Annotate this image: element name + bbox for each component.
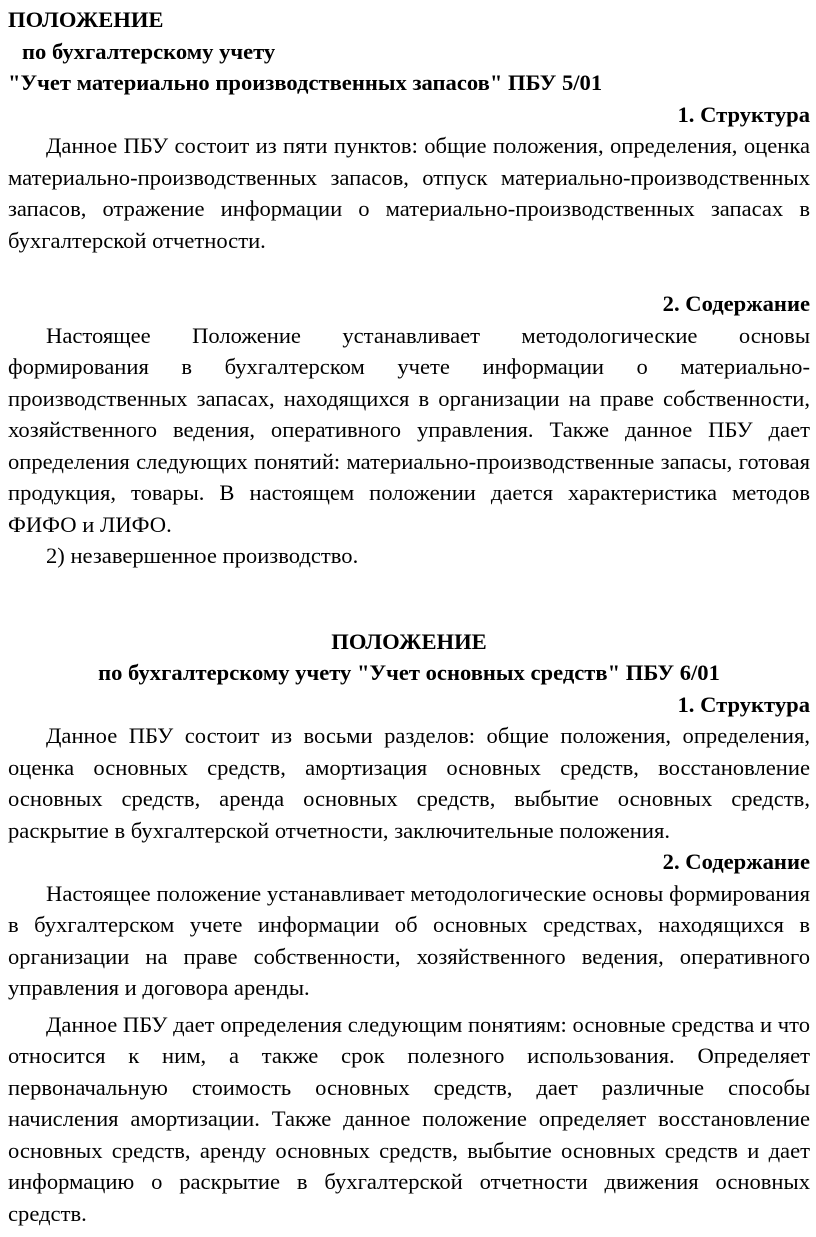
doc1-name: "Учет материально производственных запасов" ПБУ 5/01: [8, 70, 603, 95]
doc1-title: ПОЛОЖЕНИЕ: [8, 7, 164, 32]
doc1-subtitle: по бухгалтерскому учету: [22, 38, 276, 64]
doc2-content-heading: 2. Содержание: [662, 849, 810, 874]
doc2-content-text-2: Данное ПБУ дает определения следующим понятиям: основные средства и что относится к ним, а также срок полезного использования. Определяет первоначальную стоимость основных средств, дает различные способы начисления амортизации. Также данное положение определяет восстановление основных средств, аренду основных средств, выбытие основных средств и дает информацию о раскрытие в бухгалтерской отчетности движения основных средств.: [8, 1011, 810, 1226]
doc1-content-heading: 2. Содержание: [662, 291, 810, 316]
doc2-subtitle: по бухгалтерскому учету "Учет основных средств" ПБУ 6/01: [98, 660, 720, 685]
pbu-6-01-section: [8, 626, 810, 1230]
doc1-structure-text: Данное ПБУ состоит из пяти пунктов: общие положения, определения, оценка материально-производственных запасов, отпуск материально-производственных запасов, отражение информации о материально-производственных запасах в бухгалтерской отчетности.: [8, 133, 810, 253]
doc2-content-text-1: Настоящее положение устанавливает методологические основы формирования в бухгалтерском учете информации об основных средствах, находящихся в организации на праве собственности, хозяйственного ведения, оперативного управления и договора аренды.: [8, 880, 810, 1000]
doc2-title: ПОЛОЖЕНИЕ: [331, 628, 487, 654]
doc1-content-item: 2) незавершенное производство.: [46, 543, 359, 568]
doc1-content-text: Настоящее Положение устанавливает методологические основы формирования в бухгалтерском учете информации о материально-производственных запасах, находящихся в организации на праве собственности, хозяйственного ведения, оперативного управления. Также данное ПБУ дает определения следующих понятий: материально-производственные запасы, готовая продукция, товары. В настоящем положении дается характеристика методов ФИФО и ЛИФО.: [8, 322, 810, 537]
doc2-structure-heading: 1. Структура: [677, 691, 810, 717]
pbu-5-01-section: [8, 4, 810, 572]
doc1-structure-heading: 1. Структура: [677, 101, 810, 127]
doc2-structure-text: Данное ПБУ состоит из восьми разделов: общие положения, определения, оценка основных средств, амортизация основных средств, восстановление основных средств, аренда основных средств, выбытие основных средств, раскрытие в бухгалтерской отчетности, заключительные положения.: [8, 723, 810, 843]
